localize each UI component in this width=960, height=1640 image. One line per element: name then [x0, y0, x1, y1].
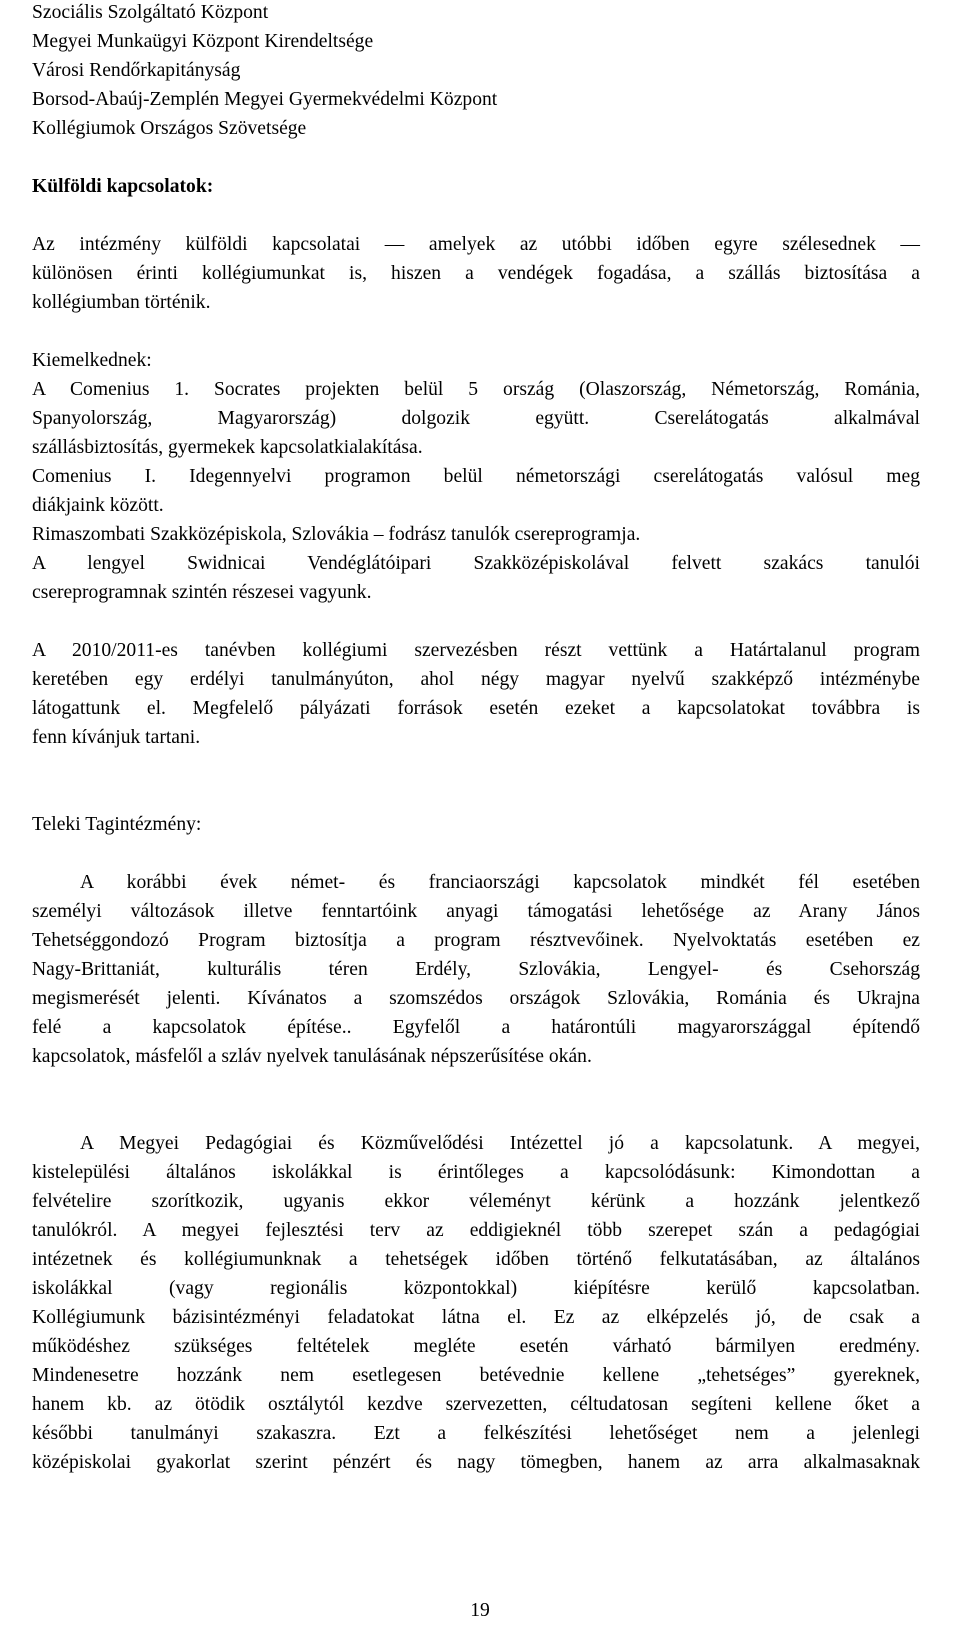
org-list-item: Kollégiumok Országos Szövetsége: [32, 118, 307, 139]
paragraph-line: személyi változások illetve fenntartóink anyagi támogatási lehetősége az Arany János: [32, 901, 920, 922]
paragraph-line: felé a kapcsolatok építése.. Egyfelől a határontúli magyarországgal építendő: [32, 1017, 920, 1038]
org-list-item: Városi Rendőrkapitányság: [32, 60, 241, 81]
paragraph-line: kistelepülési általános iskolákkal is érintőleges a kapcsolódásunk: Kimondottan a: [32, 1162, 920, 1183]
paragraph-line: Az intézmény külföldi kapcsolatai — amelyek az utóbbi időben egyre szélesednek —: [32, 234, 920, 255]
paragraph-line: A Comenius 1. Socrates projekten belül 5 ország (Olaszország, Németország, Románia,: [32, 379, 920, 400]
highlight-label: Kiemelkednek:: [32, 350, 152, 371]
paragraph-line: A korábbi évek német- és franciaországi kapcsolatok mindkét fél esetében: [80, 872, 920, 893]
org-list-item: Szociális Szolgáltató Központ: [32, 2, 269, 23]
org-list-item: Borsod-Abaúj-Zemplén Megyei Gyermekvédelmi Központ: [32, 89, 498, 110]
section-heading-teleki: Teleki Tagintézmény:: [32, 814, 202, 835]
paragraph-line: Spanyolország, Magyarország) dolgozik együtt. Cserelátogatás alkalmával: [32, 408, 920, 429]
paragraph-line: szállásbiztosítás, gyermekek kapcsolatkialakítása.: [32, 437, 423, 458]
paragraph-line: intézetnek és kollégiumunknak a tehetségek időben történő felkutatásában, az általános: [32, 1249, 920, 1270]
paragraph-line: Kollégiumunk bázisintézményi feladatokat látna el. Ez az elképzelés jó, de csak a: [32, 1307, 920, 1328]
paragraph-line: fenn kívánjuk tartani.: [32, 727, 201, 748]
paragraph-line: keretében egy erdélyi tanulmányúton, ahol négy magyar nyelvű szakképző intézménybe: [32, 669, 920, 690]
paragraph-line: csereprogramnak szintén részesei vagyunk.: [32, 582, 372, 603]
paragraph-line: kollégiumban történik.: [32, 292, 211, 313]
paragraph-line: különösen érinti kollégiumunkat is, hiszen a vendégek fogadása, a szállás biztosítása a: [32, 263, 920, 284]
page-number: 19: [470, 1600, 490, 1621]
paragraph-line: A Megyei Pedagógiai és Közművelődési Intézettel jó a kapcsolatunk. A megyei,: [80, 1133, 920, 1154]
paragraph-line: tanulókról. A megyei fejlesztési terv az eddigieknél több szerepet szán a pedagógiai: [32, 1220, 920, 1241]
paragraph-line: Comenius I. Idegennyelvi programon belül németországi cserelátogatás valósul meg: [32, 466, 920, 487]
paragraph-line: működéshez szükséges feltételek megléte esetén várható bármilyen eredmény.: [32, 1336, 920, 1357]
paragraph-line: Rimaszombati Szakközépiskola, Szlovákia – fodrász tanulók csereprogramja.: [32, 524, 641, 545]
paragraph-line: A lengyel Swidnicai Vendéglátóipari Szakközépiskolával felvett szakács tanulói: [32, 553, 920, 574]
paragraph-line: kapcsolatok, másfelől a szláv nyelvek tanulásának népszerűsítése okán.: [32, 1046, 592, 1067]
paragraph-line: Nagy-Brittaniát, kulturális téren Erdély, Szlovákia, Lengyel- és Csehország: [32, 959, 920, 980]
paragraph-line: látogattunk el. Megfelelő pályázati források esetén ezeket a kapcsolatokat továbbra is: [32, 698, 920, 719]
org-list-item: Megyei Munkaügyi Központ Kirendeltsége: [32, 31, 374, 52]
paragraph-line: későbbi tanulmányi szakaszra. Ezt a felkészítési lehetőséget nem a jelenlegi: [32, 1423, 920, 1444]
paragraph-line: iskolákkal (vagy regionális központokkal) kiépítésre kerülő kapcsolatban.: [32, 1278, 920, 1299]
paragraph-line: középiskolai gyakorlat szerint pénzért és nagy tömegben, hanem az arra alkalmasaknak: [32, 1452, 920, 1473]
paragraph-line: hanem kb. az ötödik osztálytól kezdve szervezetten, céltudatosan segíteni kellene őket a: [32, 1394, 920, 1415]
paragraph-line: felvételire szorítkozik, ugyanis ekkor véleményt kérünk a hozzánk jelentkező: [32, 1191, 920, 1212]
paragraph-line: Mindenesetre hozzánk nem esetlegesen betévednie kellene „tehetséges” gyereknek,: [32, 1365, 920, 1386]
section-heading-foreign: Külföldi kapcsolatok:: [32, 176, 214, 197]
paragraph-line: Tehetséggondozó Program biztosítja a program résztvevőinek. Nyelvoktatás esetében ez: [32, 930, 920, 951]
paragraph-line: diákjaink között.: [32, 495, 164, 516]
paragraph-line: A 2010/2011-es tanévben kollégiumi szervezésben részt vettünk a Határtalanul program: [32, 640, 920, 661]
paragraph-line: megismerését jelenti. Kívánatos a szomszédos országok Szlovákia, Románia és Ukrajna: [32, 988, 920, 1009]
